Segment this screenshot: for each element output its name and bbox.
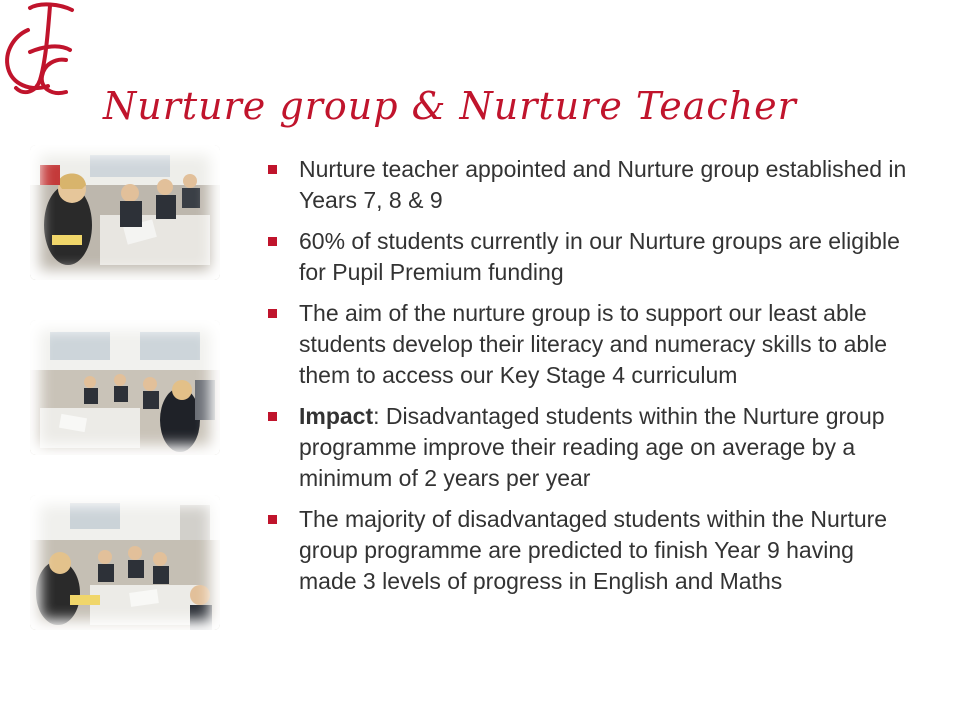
bullet-lead: Impact (299, 403, 374, 429)
bullet-text: Nurture teacher appointed and Nurture group established in Years 7, 8 & 9 (299, 156, 907, 213)
bullet-text: The majority of disadvantaged students within the Nurture group programme are predicted to finish Year 9 having made 3 levels of progress in English and Maths (299, 506, 888, 594)
bullet-text: The aim of the nurture group is to support our least able students develop their literacy and numeracy skills to able them to access our Key Stage 4 curriculum (299, 300, 888, 388)
classroom-photo (30, 495, 220, 630)
bullet-item (264, 226, 914, 288)
bullet-item (264, 298, 914, 391)
school-logo (0, 0, 78, 102)
square-bullet-icon (268, 237, 277, 246)
square-bullet-icon (268, 515, 277, 524)
bullet-item (264, 504, 914, 597)
slide-title: Nurture group & Nurture Teacher (103, 84, 797, 128)
square-bullet-icon (268, 165, 277, 174)
bullet-list (264, 154, 914, 607)
bullet-item (264, 154, 914, 216)
bullet-text: 60% of students currently in our Nurture groups are eligible for Pupil Premium funding (299, 228, 900, 285)
bullet-text: : Disadvantaged students within the Nurture group programme improve their reading age on average by a minimum of 2 years per year (299, 403, 885, 491)
square-bullet-icon (268, 412, 277, 421)
classroom-photo (30, 145, 220, 280)
square-bullet-icon (268, 309, 277, 318)
bullet-item (264, 401, 914, 494)
classroom-photo (30, 320, 220, 455)
